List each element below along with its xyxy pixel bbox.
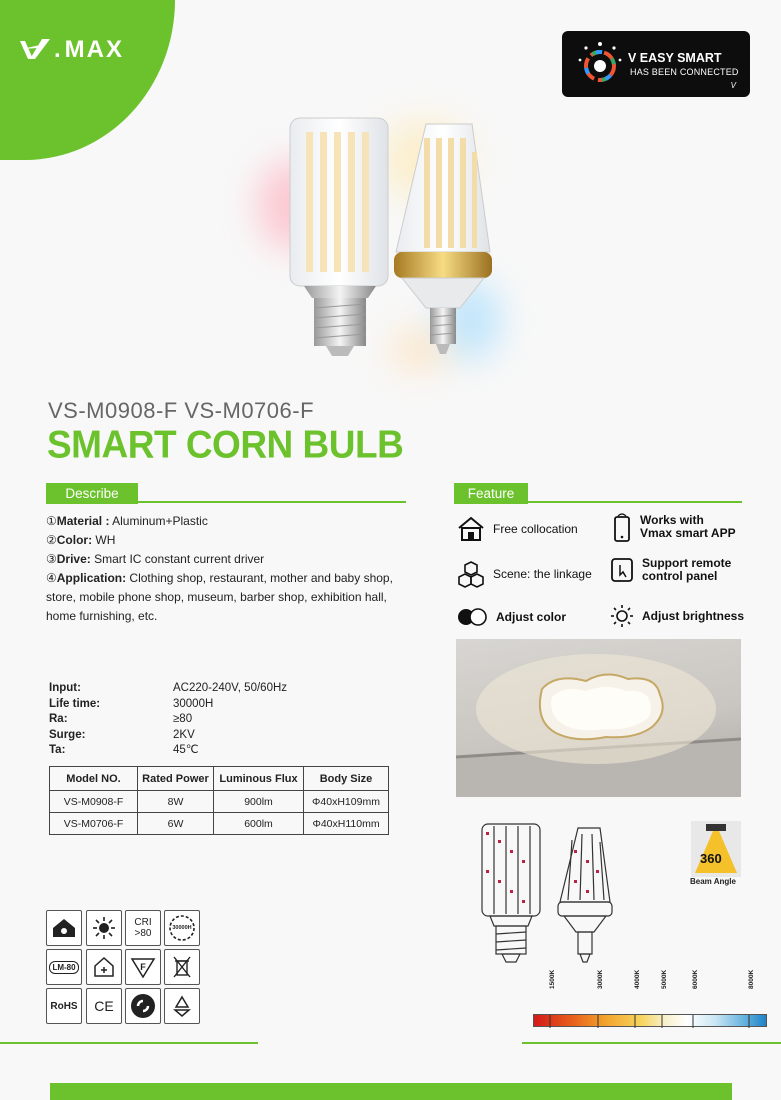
feature-free-collocation: Free collocation	[457, 516, 578, 542]
spec-list	[49, 681, 287, 759]
badge-mark: V	[730, 81, 736, 90]
feature-adjust-brightness: Adjust brightness	[610, 604, 744, 628]
model-numbers: VS-M0908-F VS-M0706-F	[48, 398, 315, 423]
color-temperature-bar	[533, 1014, 767, 1027]
bulb-photo	[276, 112, 536, 372]
spec-row: Surge: 2KV	[49, 728, 195, 741]
temp-tick: 6000K	[692, 969, 699, 989]
feature-app: Works with Vmax smart APP	[612, 512, 736, 542]
badge-title: V EASY SMART	[628, 51, 722, 65]
beam-value: 360	[700, 851, 722, 866]
color-toggle-icon	[456, 608, 488, 626]
recycle-icon	[164, 988, 200, 1024]
cubes-icon	[457, 560, 485, 588]
table-header: Model NO. Rated Power Luminous Flux Body Size	[50, 767, 389, 791]
desc-item: ④Application: Clothing shop, restaurant, mother and baby shop, store, mobile phone shop, museum, barber shop, exhibition hall, home furnishing, etc.	[46, 571, 393, 623]
describe-heading: Describe	[46, 483, 138, 504]
home-use-icon	[86, 949, 122, 985]
house-icon	[457, 516, 485, 542]
feature-remote: Support remote control panel	[610, 557, 731, 583]
spec-row: Ra: ≥80	[49, 713, 193, 725]
desc-item: ①Material : Aluminum+Plastic	[46, 514, 208, 528]
ceiling-lamp-photo	[456, 639, 741, 797]
temp-tick: 4000K	[634, 969, 641, 989]
model-table	[49, 766, 389, 835]
rohs-icon: RoHS	[46, 988, 82, 1024]
ceiling-lamp-image	[456, 639, 741, 797]
table-row: VS-M0908-F 8W 900lm Φ40xH109mm	[50, 791, 389, 813]
footer-rule-right	[522, 1042, 781, 1044]
description-list	[46, 512, 406, 626]
feature-adjust-color: Adjust color	[456, 608, 566, 626]
spec-row: Ta: 45℃	[49, 744, 199, 756]
beam-cone-icon	[691, 821, 741, 877]
beam-angle-label: Beam Angle	[690, 877, 736, 886]
temp-tick: 1500K	[549, 969, 556, 989]
temp-tick: 8000K	[748, 969, 755, 989]
feature-scene: Scene: the linkage	[457, 560, 592, 588]
v-logo-icon	[18, 37, 52, 63]
table-row: VS-M0706-F 6W 600lm Φ40xH110mm	[50, 813, 389, 835]
bulb-line-drawing	[474, 820, 644, 970]
brand-logo: . MAX	[18, 36, 124, 64]
cri-icon: CRI >80	[125, 910, 161, 946]
temp-tick: 5000K	[661, 969, 668, 989]
indoor-use-icon	[46, 910, 82, 946]
sun-icon	[610, 604, 634, 628]
product-title: SMART CORN BULB	[47, 422, 404, 466]
temp-tick: 3000K	[597, 969, 604, 989]
desc-item: ③Drive: Smart IC constant current driver	[46, 552, 265, 566]
lm80-icon: LM-80	[46, 949, 82, 985]
describe-rule	[46, 501, 406, 503]
remote-panel-icon	[610, 557, 634, 583]
footer-bar	[50, 1083, 732, 1100]
brand-corner	[0, 0, 175, 160]
footer-rule-left	[0, 1042, 258, 1044]
beam-angle-icon	[691, 821, 741, 877]
logo-text: MAX	[64, 36, 125, 63]
lifespan-icon: 30000H	[164, 910, 200, 946]
bright-light-icon	[86, 910, 122, 946]
spec-row: Input: AC220-240V, 50/60Hz	[49, 682, 288, 694]
spec-row: Life time: 30000H	[49, 697, 214, 710]
weee-bin-icon	[164, 949, 200, 985]
feature-heading: Feature	[454, 483, 528, 504]
badge-subtitle: HAS BEEN CONNECTED	[630, 67, 739, 77]
smart-badge	[562, 31, 750, 97]
desc-item: ②Color: WH	[46, 533, 116, 547]
f-mark-icon: F	[125, 949, 161, 985]
ce-icon: CE	[86, 988, 122, 1024]
rainbow-ring-icon	[570, 34, 630, 94]
green-dot-icon	[125, 988, 161, 1024]
feature-rule	[454, 501, 742, 503]
phone-icon	[612, 512, 632, 542]
